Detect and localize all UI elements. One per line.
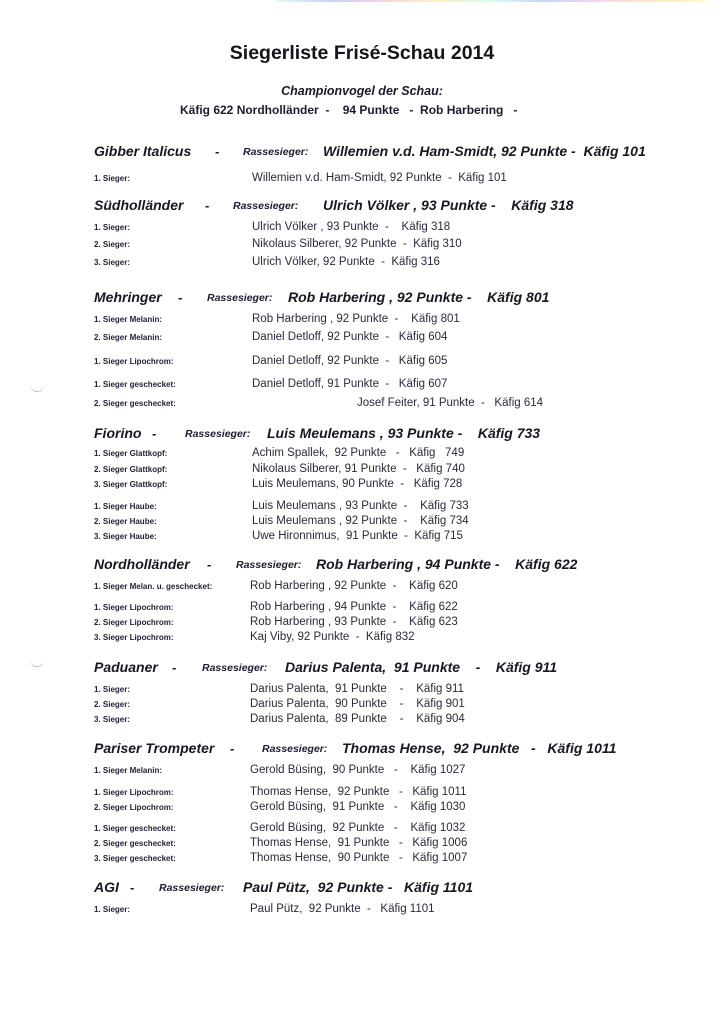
rassesieger-label: Rassesieger: xyxy=(202,662,268,674)
winner-rank-label: 3. Sieger: xyxy=(94,258,131,267)
winner-entry: Luis Meulemans , 92 Punkte - Käfig 734 xyxy=(252,515,469,527)
winner-row xyxy=(0,580,724,594)
breed-name: Nordholländer xyxy=(94,556,190,572)
winner-entry: Nikolaus Silberer, 91 Punkte - Käfig 740 xyxy=(252,463,465,475)
rassesieger-label: Rassesieger: xyxy=(233,200,299,212)
winner-entry: Gerold Büsing, 91 Punkte - Käfig 1030 xyxy=(250,801,466,813)
rassesieger-value: Willemien v.d. Ham-Smidt, 92 Punkte - Käfig 101 xyxy=(323,143,646,159)
winner-entry: Darius Palenta, 91 Punkte - Käfig 911 xyxy=(250,683,464,695)
winner-rank-label: 1. Sieger Lipochrom: xyxy=(94,603,174,612)
winner-rank-label: 1. Sieger Haube: xyxy=(94,502,157,511)
winner-row xyxy=(0,313,724,327)
winner-rank-label: 2. Sieger geschecket: xyxy=(94,839,176,848)
winner-entry: Willemien v.d. Ham-Smidt, 92 Punkte - Käfig 101 xyxy=(252,172,507,184)
winner-row xyxy=(0,616,724,630)
winner-row xyxy=(0,822,724,836)
winner-entry: Daniel Detloff, 91 Punkte - Käfig 607 xyxy=(252,378,448,390)
separator-dash: - xyxy=(172,660,177,675)
winner-rank-label: 2. Sieger Glattkopf: xyxy=(94,465,168,474)
winner-entry: Luis Meulemans, 90 Punkte - Käfig 728 xyxy=(252,478,463,490)
winner-entry: Uwe Hironnimus, 91 Punkte - Käfig 715 xyxy=(252,530,463,542)
winner-rank-label: 1. Sieger: xyxy=(94,174,131,183)
winner-rank-label: 2. Sieger: xyxy=(94,240,131,249)
winner-rank-label: 1. Sieger: xyxy=(94,905,131,914)
winner-rank-label: 3. Sieger: xyxy=(94,715,131,724)
winner-entry: Daniel Detloff, 92 Punkte - Käfig 604 xyxy=(252,331,448,343)
rassesieger-value: Paul Pütz, 92 Punkte - Käfig 1101 xyxy=(243,879,474,895)
winner-rank-label: 1. Sieger geschecket: xyxy=(94,380,176,389)
winner-row xyxy=(0,447,724,461)
separator-dash: - xyxy=(230,741,235,756)
winner-row xyxy=(0,713,724,727)
rassesieger-value: Ulrich Völker , 93 Punkte - Käfig 318 xyxy=(323,197,574,213)
winner-rank-label: 1. Sieger Melanin: xyxy=(94,766,163,775)
winner-entry: Daniel Detloff, 92 Punkte - Käfig 605 xyxy=(252,355,448,367)
breed-name: Fiorino xyxy=(94,425,142,441)
breed-name: Gibber Italicus xyxy=(94,143,192,159)
winner-entry: Rob Harbering , 92 Punkte - Käfig 620 xyxy=(250,580,458,592)
breed-name: Pariser Trompeter xyxy=(94,740,215,756)
breed-name: Mehringer xyxy=(94,289,162,305)
winner-row xyxy=(0,355,724,369)
winner-row xyxy=(0,801,724,815)
winner-row xyxy=(0,331,724,345)
winner-entry: Nikolaus Silberer, 92 Punkte - Käfig 310 xyxy=(252,238,462,250)
winner-entry: Rob Harbering , 93 Punkte - Käfig 623 xyxy=(250,616,458,628)
winner-entry: Kaj Viby, 92 Punkte - Käfig 832 xyxy=(250,631,415,643)
separator-dash: - xyxy=(178,290,183,305)
winner-rank-label: 1. Sieger geschecket: xyxy=(94,824,176,833)
winner-entry: Gerold Büsing, 92 Punkte - Käfig 1032 xyxy=(250,822,466,834)
rassesieger-label: Rassesieger: xyxy=(243,146,309,158)
winner-row xyxy=(0,903,724,917)
winner-row xyxy=(0,852,724,866)
rassesieger-label: Rassesieger: xyxy=(159,882,225,894)
winner-row xyxy=(0,221,724,235)
breed-name: Paduaner xyxy=(94,659,158,675)
separator-dash: - xyxy=(207,557,212,572)
separator-dash: - xyxy=(215,144,220,159)
winner-row xyxy=(0,256,724,270)
rassesieger-value: Rob Harbering , 94 Punkte - Käfig 622 xyxy=(316,556,578,572)
breed-name: AGI xyxy=(94,879,119,895)
winner-entry: Rob Harbering , 94 Punkte - Käfig 622 xyxy=(250,601,458,613)
separator-dash: - xyxy=(152,426,157,441)
rassesieger-value: Darius Palenta, 91 Punkte - Käfig 911 xyxy=(285,659,558,675)
document-title: Siegerliste Frisé-Schau 2014 xyxy=(229,42,495,64)
winner-rank-label: 3. Sieger Glattkopf: xyxy=(94,480,168,489)
rassesieger-label: Rassesieger: xyxy=(262,743,328,755)
winner-row xyxy=(0,698,724,712)
winner-row xyxy=(0,238,724,252)
winner-rank-label: 1. Sieger Melanin: xyxy=(94,315,163,324)
winner-entry: Darius Palenta, 89 Punkte - Käfig 904 xyxy=(250,713,465,725)
winner-rank-label: 1. Sieger: xyxy=(94,685,131,694)
winner-row xyxy=(0,500,724,514)
winner-rank-label: 1. Sieger Glattkopf: xyxy=(94,449,168,458)
winner-rank-label: 1. Sieger Lipochrom: xyxy=(94,357,174,366)
winner-rank-label: 2. Sieger geschecket: xyxy=(94,399,176,408)
winner-rank-label: 1. Sieger Melan. u. geschecket: xyxy=(94,582,213,591)
winner-rank-label: 2. Sieger Lipochrom: xyxy=(94,618,174,627)
winner-rank-label: 1. Sieger Lipochrom: xyxy=(94,788,174,797)
winner-row xyxy=(0,764,724,778)
winner-rank-label: 2. Sieger Melanin: xyxy=(94,333,163,342)
winner-entry: Thomas Hense, 92 Punkte - Käfig 1011 xyxy=(250,786,467,798)
winner-rank-label: 3. Sieger Lipochrom: xyxy=(94,633,174,642)
rassesieger-value: Rob Harbering , 92 Punkte - Käfig 801 xyxy=(288,289,550,305)
winner-rank-label: 2. Sieger Lipochrom: xyxy=(94,803,174,812)
winner-row xyxy=(0,683,724,697)
winner-row xyxy=(0,397,724,411)
winner-row xyxy=(0,601,724,615)
winner-entry: Ulrich Völker, 92 Punkte - Käfig 316 xyxy=(252,256,440,268)
winner-row xyxy=(0,786,724,800)
winner-entry: Josef Feiter, 91 Punkte - Käfig 614 xyxy=(357,397,544,409)
punch-hole-mark xyxy=(30,660,44,667)
rassesieger-value: Luis Meulemans , 93 Punkte - Käfig 733 xyxy=(267,425,541,441)
breed-name: Südholländer xyxy=(94,197,184,213)
winner-rank-label: 2. Sieger: xyxy=(94,700,131,709)
winner-rank-label: 3. Sieger Haube: xyxy=(94,532,157,541)
winner-rank-label: 2. Sieger Haube: xyxy=(94,517,157,526)
winner-rank-label: 1. Sieger: xyxy=(94,223,131,232)
winner-entry: Thomas Hense, 90 Punkte - Käfig 1007 xyxy=(250,852,468,864)
winner-row xyxy=(0,515,724,529)
winner-entry: Ulrich Völker , 93 Punkte - Käfig 318 xyxy=(252,221,451,233)
champion-line: Käfig 622 Nordholländer - 94 Punkte - Rob Harbering - xyxy=(180,103,518,117)
separator-dash: - xyxy=(205,198,210,213)
winner-row xyxy=(0,172,724,186)
champion-heading: Championvogel der Schau: xyxy=(281,84,443,98)
winner-entry: Achim Spallek, 92 Punkte - Käfig 749 xyxy=(252,447,465,459)
winner-row xyxy=(0,463,724,477)
winner-row xyxy=(0,378,724,392)
rassesieger-label: Rassesieger: xyxy=(185,428,251,440)
winner-row xyxy=(0,837,724,851)
winner-entry: Darius Palenta, 90 Punkte - Käfig 901 xyxy=(250,698,465,710)
winner-entry: Thomas Hense, 91 Punkte - Käfig 1006 xyxy=(250,837,468,849)
rassesieger-label: Rassesieger: xyxy=(207,292,273,304)
winner-entry: Luis Meulemans , 93 Punkte - Käfig 733 xyxy=(252,500,469,512)
scan-color-strip xyxy=(275,0,705,2)
winner-row xyxy=(0,530,724,544)
rassesieger-label: Rassesieger: xyxy=(236,559,302,571)
winner-entry: Rob Harbering , 92 Punkte - Käfig 801 xyxy=(252,313,460,325)
winner-entry: Gerold Büsing, 90 Punkte - Käfig 1027 xyxy=(250,764,466,776)
winner-row xyxy=(0,631,724,645)
winner-entry: Paul Pütz, 92 Punkte - Käfig 1101 xyxy=(250,903,435,915)
winner-rank-label: 3. Sieger geschecket: xyxy=(94,854,176,863)
winner-row xyxy=(0,478,724,492)
rassesieger-value: Thomas Hense, 92 Punkte - Käfig 1011 xyxy=(342,740,617,756)
separator-dash: - xyxy=(130,880,135,895)
